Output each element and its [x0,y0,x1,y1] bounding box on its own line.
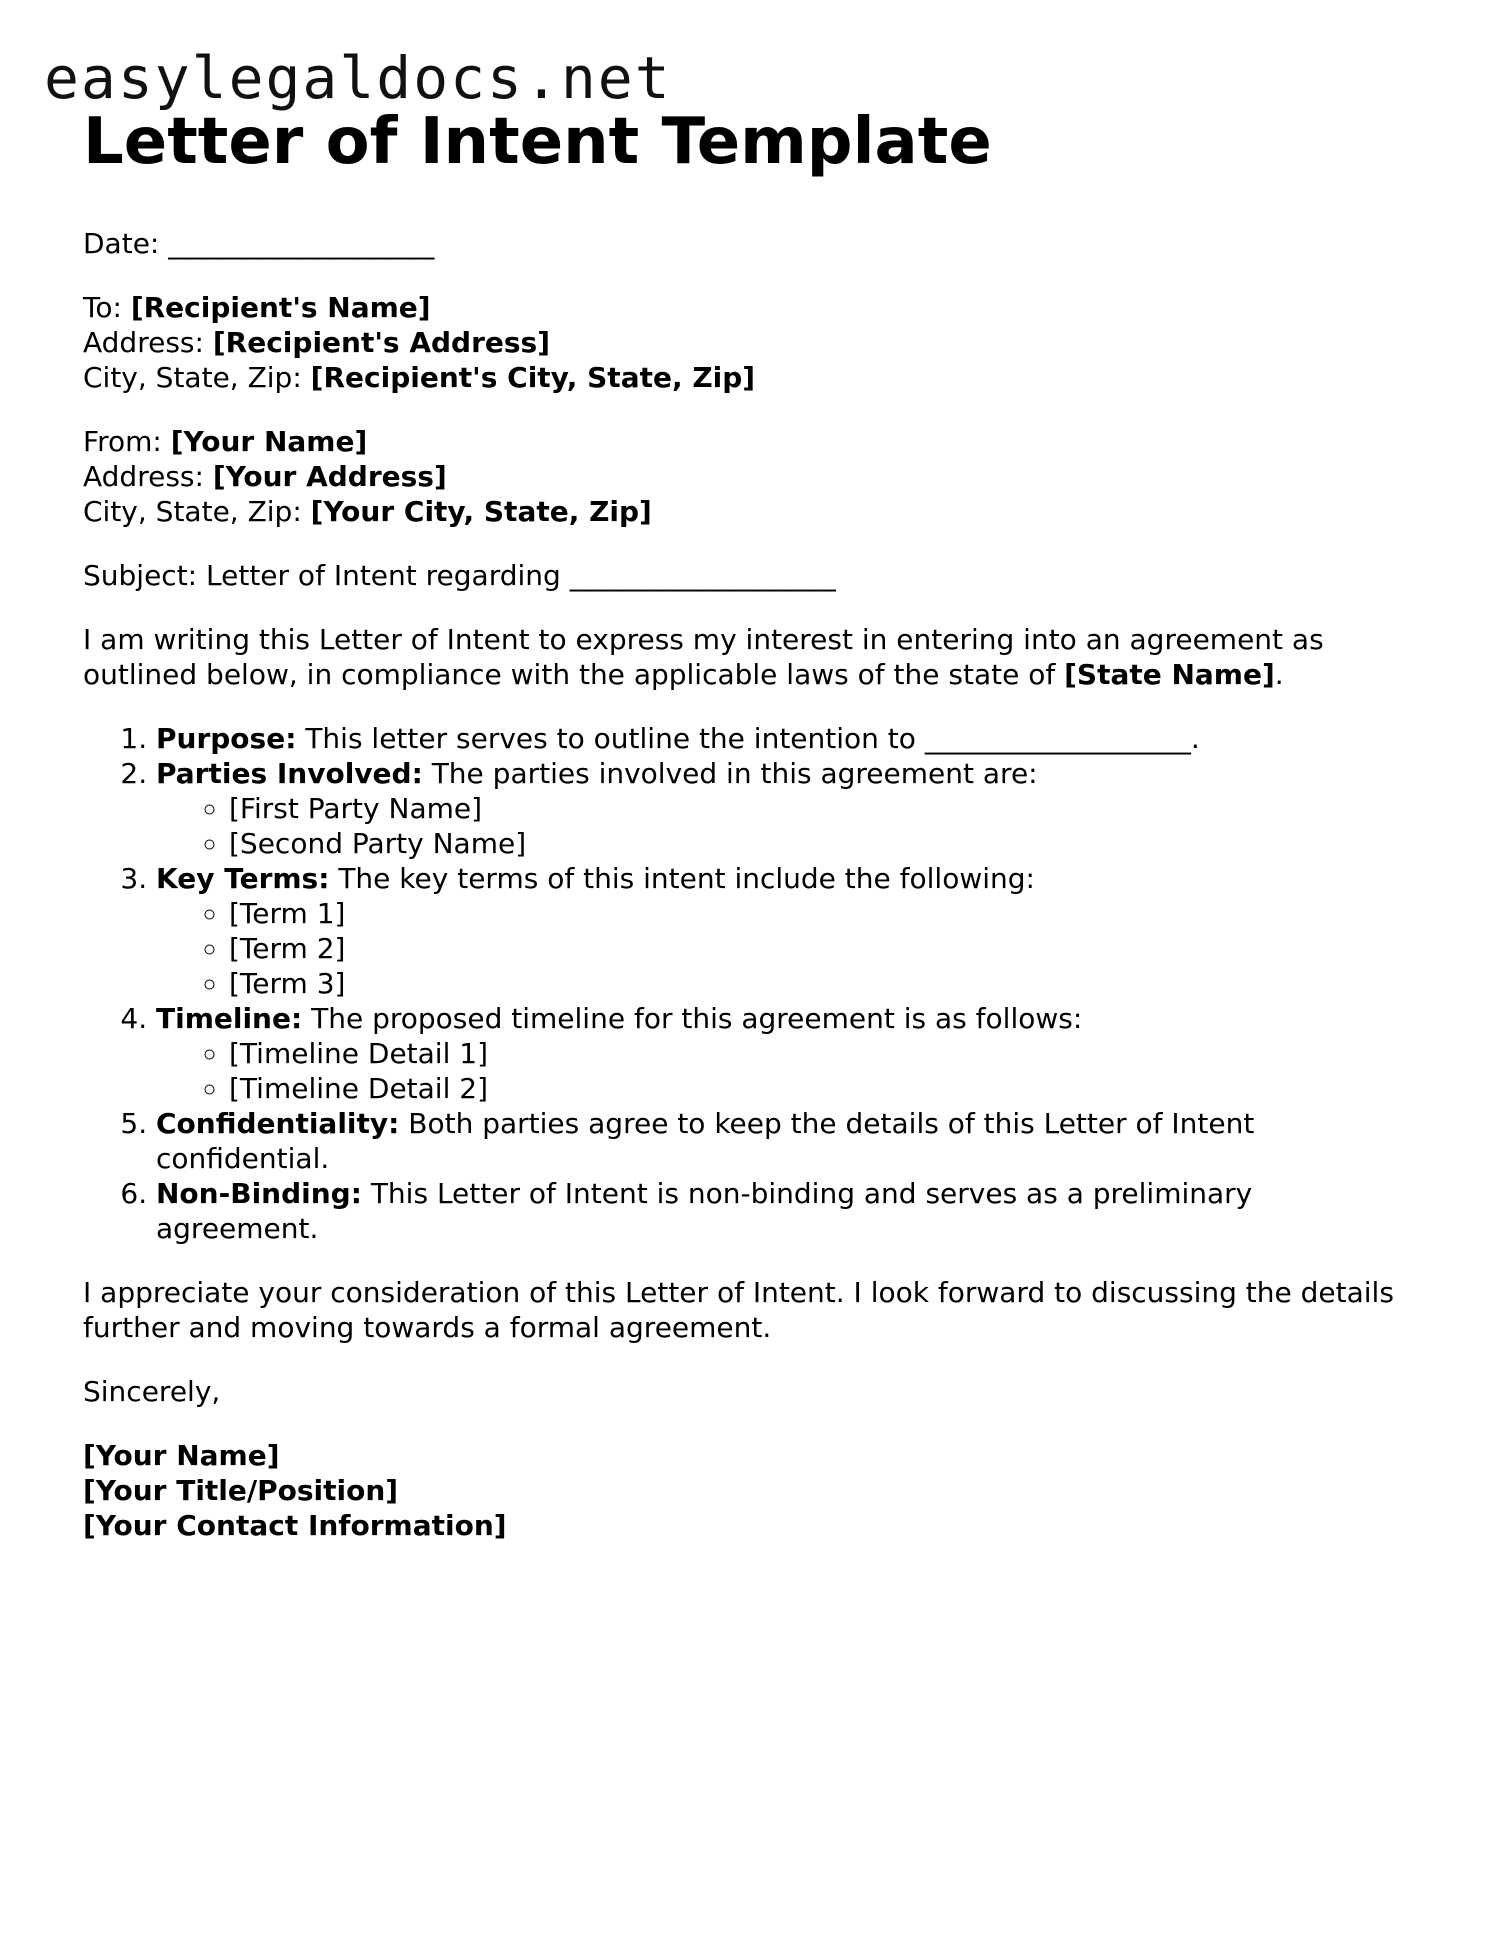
recipient-address: [Recipient's Address] [212,326,551,359]
sub-item: ◦ [Term 2] [229,931,1413,966]
sender-block [83,424,1413,529]
date-blank: ___________________ [168,227,435,260]
date-label: Date: [83,227,160,260]
item-text: The proposed timeline for this agreement is as follows: [311,1002,1083,1035]
subject-line [83,558,1413,593]
sender-city-label: City, State, Zip: [83,495,302,528]
item-heading: Confidentiality: [156,1107,400,1140]
recipient-city: [Recipient's City, State, Zip] [310,361,756,394]
signature-title: [Your Title/Position] [83,1474,399,1507]
sub-item: ◦ [Second Party Name] [229,826,1413,861]
item-text: Both parties agree to keep the details of this Letter of Intent confidential. [156,1107,1255,1175]
item-text: This Letter of Intent is non-binding and serves as a preliminary agreement. [156,1177,1253,1245]
state-name: [State Name] [1064,658,1275,691]
signature-name: [Your Name] [83,1439,280,1472]
list-item-confidentiality [156,1106,1413,1176]
watermark-text: easylegaldocs.net [44,44,672,112]
sender-city: [Your City, State, Zip] [310,495,652,528]
item-text: This letter serves to outline the intention to [305,722,916,755]
document [83,104,1413,1572]
intro-end: . [1274,658,1284,691]
item-end: . [1190,722,1200,755]
intro-text: I am writing this Letter of Intent to express my interest in entering into an agreement as outlined below, in compliance with the applicable laws of the state of [83,623,1324,691]
sub-item: ◦ [Timeline Detail 1] [229,1036,1413,1071]
subject-blank: ___________________ [569,559,836,592]
document-title: Letter of Intent Template [83,105,992,179]
recipient-address-label: Address: [83,326,204,359]
item-heading: Parties Involved: [156,757,423,790]
date-line [83,226,1413,261]
sender-address: [Your Address] [212,460,447,493]
terms-sublist [156,896,1413,1001]
recipient-block [83,290,1413,395]
sub-item: ◦ [Timeline Detail 2] [229,1071,1413,1106]
timeline-sublist [156,1036,1413,1106]
recipient-name: [Recipient's Name] [130,291,431,324]
terms-list [83,721,1413,1246]
from-label: From: [83,425,162,458]
list-item-key-terms [156,861,1413,1001]
item-heading: Timeline: [156,1002,303,1035]
to-label: To: [83,291,122,324]
item-text: The key terms of this intent include the following: [338,862,1035,895]
signature-contact: [Your Contact Information] [83,1509,507,1542]
sub-item: ◦ [Term 3] [229,966,1413,1001]
list-item-parties [156,756,1413,861]
item-heading: Purpose: [156,722,297,755]
sub-item: ◦ [First Party Name] [229,791,1413,826]
recipient-city-label: City, State, Zip: [83,361,302,394]
intro-paragraph [83,622,1413,692]
signature-block [83,1438,1413,1543]
item-heading: Non-Binding: [156,1177,362,1210]
list-item-purpose [156,721,1413,756]
parties-sublist [156,791,1413,861]
item-text: The parties involved in this agreement are: [431,757,1038,790]
sender-address-label: Address: [83,460,204,493]
list-item-timeline [156,1001,1413,1106]
item-heading: Key Terms: [156,862,330,895]
sign-off: Sincerely, [83,1375,221,1408]
closing-paragraph: I appreciate your consideration of this Letter of Intent. I look forward to discussing the details further and moving towards a formal agreement. [83,1276,1394,1344]
list-item-non-binding [156,1176,1413,1246]
subject-text: Subject: Letter of Intent regarding [83,559,561,592]
sub-item: ◦ [Term 1] [229,896,1413,931]
sender-name: [Your Name] [170,425,368,458]
purpose-blank: ___________________ [924,722,1191,755]
